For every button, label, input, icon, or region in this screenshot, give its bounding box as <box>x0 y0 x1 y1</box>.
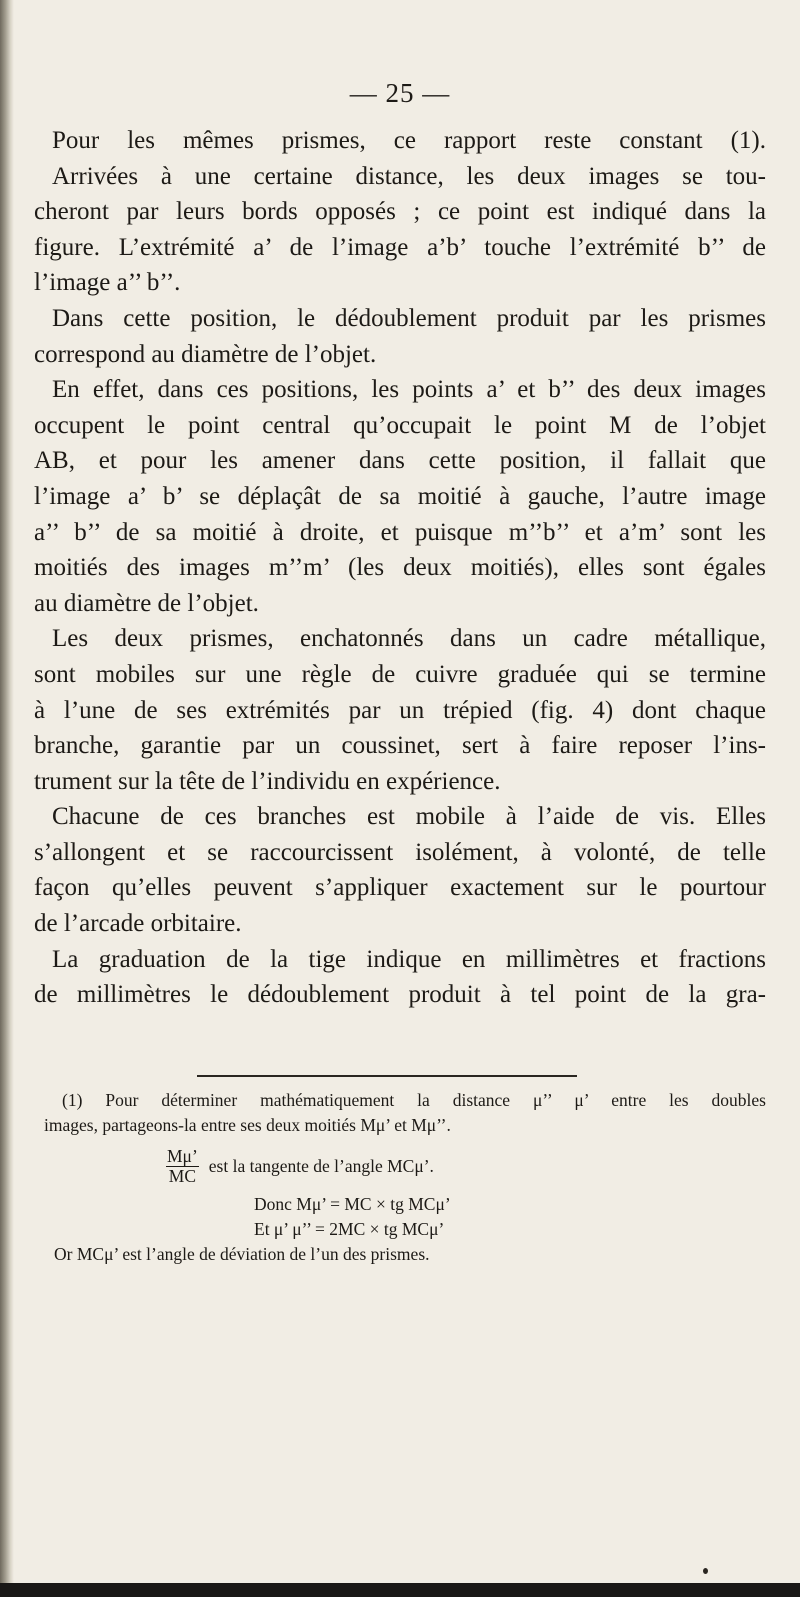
ink-mark <box>703 1568 708 1574</box>
fraction <box>164 1147 201 1186</box>
footnote <box>44 1088 766 1267</box>
paragraph-line: occupent le point central qu’occupait le point M de l’objet <box>34 411 766 439</box>
paragraph-line: figure. L’extrémité a’ de l’image a’b’ touche l’extrémité b’’ de <box>34 233 766 261</box>
page-bottom-edge <box>0 1583 800 1597</box>
paragraph-line: En effet, dans ces positions, les points a’ et b’’ des deux images <box>52 376 766 404</box>
equation-line: Et μ’ μ’’ = 2MC × tg MCμ’ <box>254 1219 445 1239</box>
paragraph-line: moitiés des images m’’m’ (les deux moitiés), elles sont égales <box>34 554 766 582</box>
formula-text: est la tangente de l’angle MCμ’. <box>208 1155 434 1176</box>
paragraph-line: trument sur la tête de l’individu en expérience. <box>34 767 501 795</box>
paragraph-line: Arrivées à une certaine distance, les deux images se tou- <box>52 162 766 190</box>
footnote-separator <box>197 1075 577 1077</box>
paragraph-line: Les deux prismes, enchatonnés dans un cadre métallique, <box>52 625 766 653</box>
footnote-line: images, partageons-la entre ses deux moitiés Mμ’ et Mμ’’. <box>44 1115 451 1135</box>
tangent-formula <box>44 1140 766 1192</box>
paragraph-line: AB, et pour les amener dans cette position, il fallait que <box>34 447 766 475</box>
paragraph-line: l’image a’’ b’’. <box>34 269 181 297</box>
paragraph-line: Pour les mêmes prismes, ce rapport reste constant (1). <box>52 127 766 154</box>
paragraph-line: à l’une de ses extrémités par un trépied (fig. 4) dont chaque <box>34 696 766 724</box>
paragraph-line: cheront par leurs bords opposés ; ce point est indiqué dans la <box>34 198 766 226</box>
equation-line: Donc Mμ’ = MC × tg MCμ’ <box>254 1194 451 1214</box>
fraction-denominator: MC <box>166 1166 199 1186</box>
fraction-numerator: Mμ’ <box>167 1145 198 1166</box>
paragraph-line: a’’ b’’ de sa moitié à droite, et puisque m’’b’’ et a’m’ sont les <box>34 518 766 546</box>
paragraph-line: correspond au diamètre de l’objet. <box>34 340 377 368</box>
paragraph-line: sont mobiles sur une règle de cuivre graduée qui se termine <box>34 660 766 688</box>
paragraph-line: s’allongent et se raccourcissent isolément, à volonté, de telle <box>34 838 766 866</box>
paragraph-line: Chacune de ces branches est mobile à l’aide de vis. Elles <box>52 803 766 831</box>
paragraph-line: La graduation de la tige indique en millimètres et fractions <box>52 945 766 973</box>
page-number: — 25 — <box>349 78 451 108</box>
paragraph-line: de millimètres le dédoublement produit à tel point de la gra- <box>34 981 766 1009</box>
paragraph-line: de l’arcade orbitaire. <box>34 910 242 938</box>
footnote-conclusion: Or MCμ’ est l’angle de déviation de l’un des prismes. <box>54 1244 430 1264</box>
paragraph-line: l’image a’ b’ se déplaçât de sa moitié à gauche, l’autre image <box>34 482 766 510</box>
paragraph-line: Dans cette position, le dédoublement produit par les prismes <box>52 304 766 332</box>
paragraph-line: façon qu’elles peuvent s’appliquer exactement sur le pourtour <box>34 874 766 902</box>
paragraph-line: au diamètre de l’objet. <box>34 589 259 617</box>
paragraph-line: branche, garantie par un coussinet, sert à faire reposer l’ins- <box>34 732 766 760</box>
footnote-line: (1) Pour déterminer mathématiquement la distance μ’’ μ’ entre les doubles <box>62 1090 766 1110</box>
body-text <box>34 123 766 1013</box>
